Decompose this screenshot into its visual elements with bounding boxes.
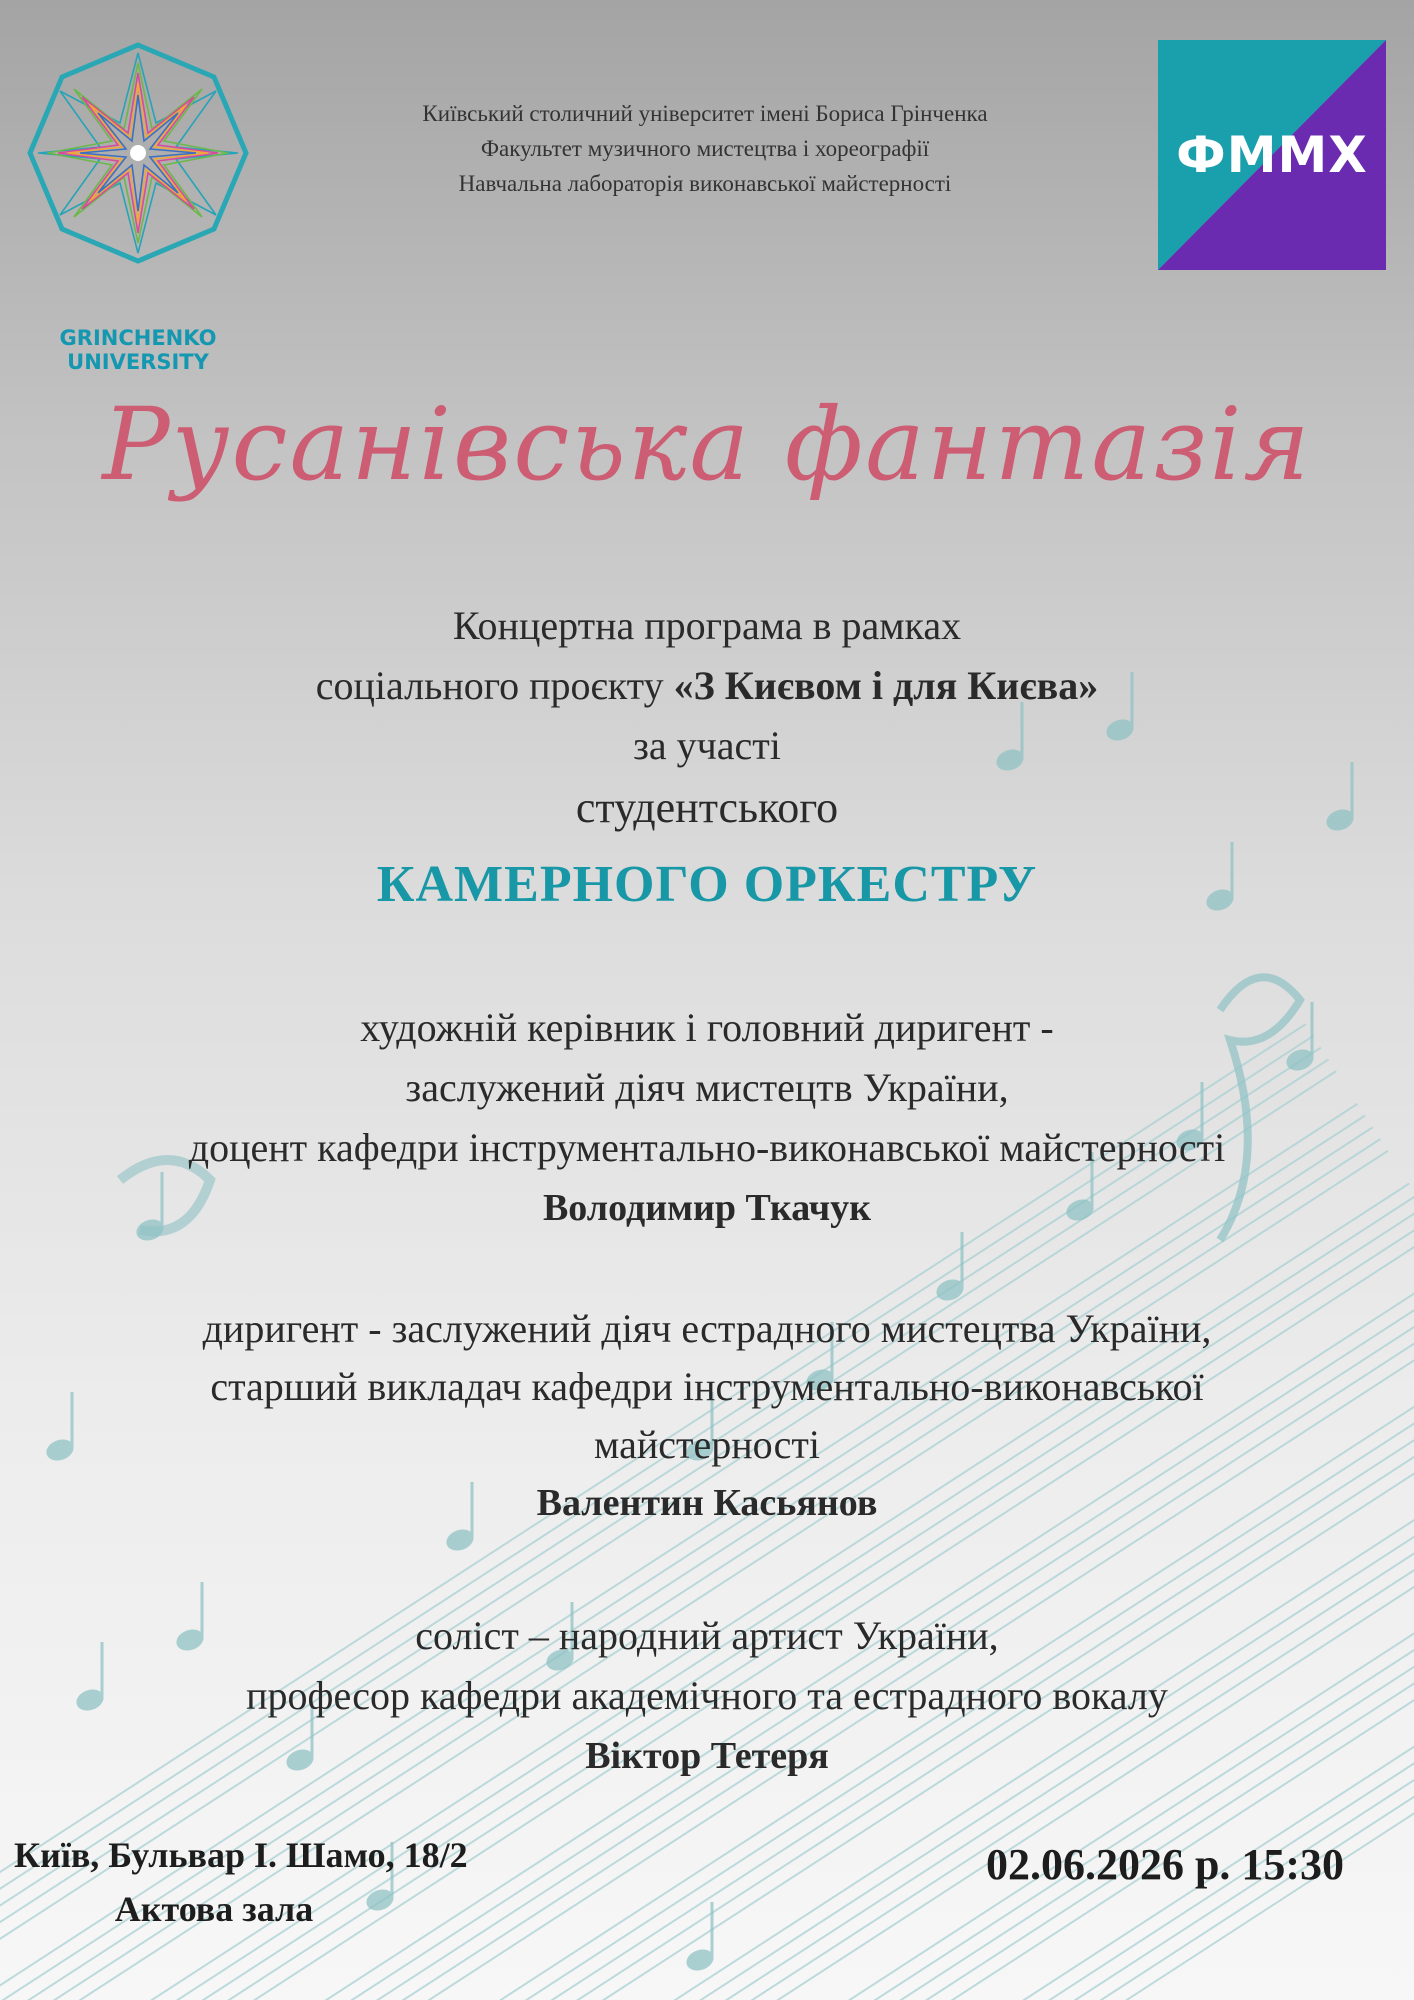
faculty-badge: [1158, 40, 1386, 270]
star-polygon-logo-icon: [21, 36, 255, 270]
soloist-name: Віктор Тетеря: [585, 1735, 829, 1777]
leader-line2: заслужений діяч мистецтв України,: [405, 1065, 1009, 1110]
leader-block: [0, 998, 1414, 1238]
intro-line2-prefix: соціального проєкту: [315, 663, 674, 708]
conductor-block: [0, 1300, 1414, 1532]
header-university: Київський столичний університет імені Бориса Грінченка: [422, 101, 988, 126]
faculty-badge-label: ФММХ: [1176, 126, 1368, 184]
conductor-line1: диригент - заслужений діяч естрадного мистецтва України,: [202, 1306, 1212, 1351]
university-name-line2: UNIVERSITY: [67, 350, 209, 374]
header-faculty: Факультет музичного мистецтва і хореографії: [480, 136, 930, 161]
soloist-line1: соліст – народний артист України,: [415, 1613, 999, 1658]
soloist-block: [0, 1606, 1414, 1786]
hall-line: Актова зала: [114, 1889, 314, 1929]
intro-block: [0, 596, 1414, 776]
orchestra-name: КАМЕРНОГО ОРКЕСТРУ: [376, 856, 1038, 913]
soloist-line2: професор кафедри академічного та естрадного вокалу: [246, 1673, 1168, 1718]
conductor-line3: майстерності: [594, 1422, 820, 1467]
intro-line4: студентського: [575, 783, 839, 832]
project-name: «З Києвом і для Києва»: [673, 663, 1099, 708]
venue-address: [14, 1828, 574, 1936]
intro-line1: Концертна програма в рамках: [452, 603, 962, 648]
intro-line3: за участі: [633, 723, 781, 768]
address-line: Київ, Бульвар І. Шамо, 18/2: [14, 1835, 468, 1875]
leader-name: Володимир Ткачук: [542, 1187, 872, 1229]
university-name-line1: GRINCHENKO: [59, 326, 217, 350]
institution-header: [290, 96, 1120, 201]
intro-line2: [0, 656, 1414, 716]
conductor-name: Валентин Касьянов: [536, 1482, 878, 1524]
university-logo: [18, 36, 258, 374]
conductor-line2: старший викладач кафедри інструментально-виконавської: [210, 1364, 1204, 1409]
event-datetime: 02.06.2026 р. 15:30: [985, 1840, 1345, 1889]
leader-line1: художній керівник і головний диригент -: [360, 1005, 1054, 1050]
leader-line3: доцент кафедри інструментально-виконавської майстерності: [188, 1125, 1226, 1170]
header-laboratory: Навчальна лабораторія виконавської майстерності: [458, 171, 952, 196]
concert-title: Русанівська фантазія: [102, 386, 1312, 503]
university-name: [18, 326, 258, 374]
